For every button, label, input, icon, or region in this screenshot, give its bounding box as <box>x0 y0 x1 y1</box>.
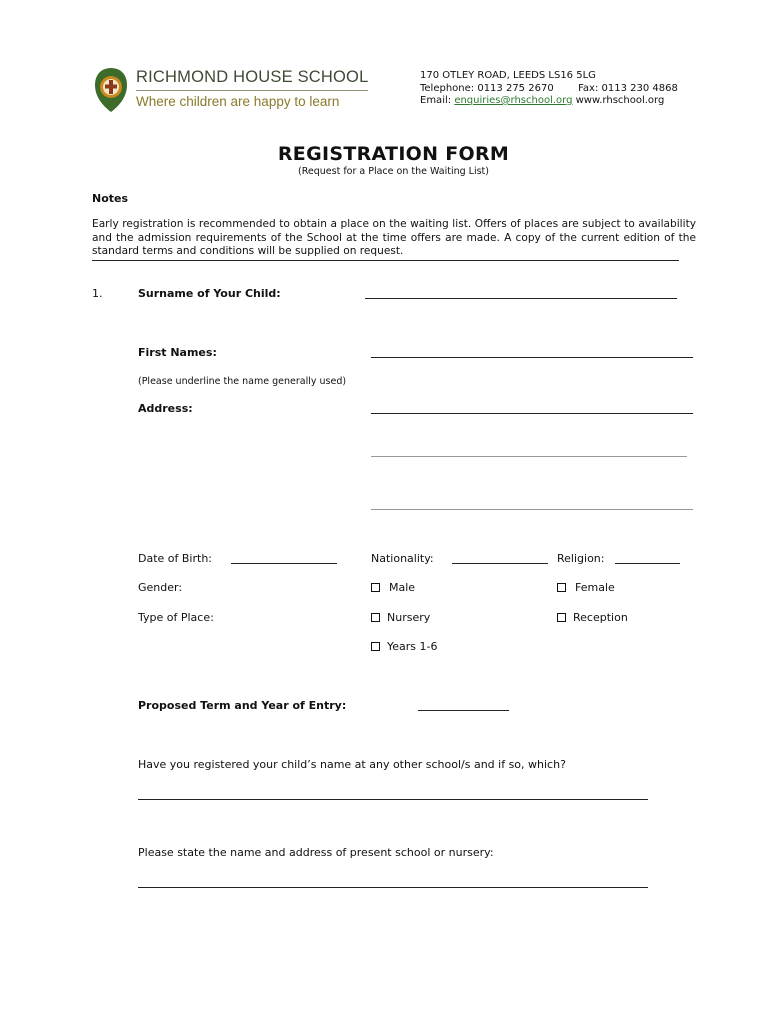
surname-label: Surname of Your Child: <box>138 287 281 300</box>
website: www.rhschool.org <box>575 95 665 106</box>
male-checkbox[interactable] <box>371 583 380 592</box>
web-line <box>420 95 678 108</box>
notes-text: Early registration is recommended to obtain a place on the waiting list. Offers of places are subject to availability and the admission requirements of the School at the time offers are made. A copy of the current edition of the standard terms and conditions will be supplied on request. <box>92 218 696 257</box>
years-checkbox[interactable] <box>371 642 380 651</box>
entry-label: Proposed Term and Year of Entry: <box>138 699 347 712</box>
other-school-field[interactable] <box>138 799 648 800</box>
school-tagline: Where children are happy to learn <box>136 94 340 109</box>
dob-field[interactable] <box>231 563 337 564</box>
shield-cross-icon <box>93 67 129 113</box>
form-title: REGISTRATION FORM <box>277 143 510 165</box>
address-field-3[interactable] <box>371 509 693 510</box>
first-names-label: First Names: <box>138 346 217 359</box>
present-school-question: Please state the name and address of present school or nursery: <box>138 846 494 859</box>
form-subtitle: (Request for a Place on the Waiting List) <box>298 166 489 177</box>
first-names-hint: (Please underline the name generally used) <box>138 376 347 387</box>
female-checkbox[interactable] <box>557 583 566 592</box>
place-years-option[interactable] <box>371 640 437 653</box>
religion-label: Religion: <box>557 552 605 565</box>
telephone: Telephone: 0113 275 2670 <box>420 82 554 94</box>
nursery-checkbox[interactable] <box>371 613 380 622</box>
school-logo <box>93 67 129 113</box>
logo-divider <box>136 90 368 91</box>
gender-female-option[interactable] <box>557 581 615 594</box>
other-school-question: Have you registered your child’s name at any other school/s and if so, which? <box>138 758 566 771</box>
entry-field[interactable] <box>418 710 509 711</box>
male-label: Male <box>389 581 416 594</box>
fax: Fax: 0113 230 4868 <box>578 82 678 94</box>
first-names-field[interactable] <box>371 357 693 358</box>
nursery-label: Nursery <box>387 611 431 624</box>
email-link[interactable]: enquiries@rhschool.org <box>454 95 573 106</box>
section-number: 1. <box>92 287 103 300</box>
place-label: Type of Place: <box>138 611 214 624</box>
gender-male-option[interactable] <box>371 581 415 594</box>
address-field-2[interactable] <box>371 456 687 457</box>
address-field-1[interactable] <box>371 413 693 414</box>
surname-field[interactable] <box>365 298 677 299</box>
reception-checkbox[interactable] <box>557 613 566 622</box>
religion-field[interactable] <box>615 563 680 564</box>
place-reception-option[interactable] <box>557 611 628 624</box>
address-line: 170 OTLEY ROAD, LEEDS LS16 5LG <box>420 70 596 81</box>
email-label: Email: <box>420 95 452 106</box>
notes-heading: Notes <box>92 192 129 205</box>
school-name: RICHMOND HOUSE SCHOOL <box>136 68 369 86</box>
female-label: Female <box>575 581 615 594</box>
dob-label: Date of Birth: <box>138 552 213 565</box>
gender-label: Gender: <box>138 581 183 594</box>
address-label: Address: <box>138 402 193 415</box>
place-nursery-option[interactable] <box>371 611 430 624</box>
nationality-field[interactable] <box>452 563 548 564</box>
reception-label: Reception <box>573 611 628 624</box>
contact-line <box>420 83 678 96</box>
present-school-field[interactable] <box>138 887 648 888</box>
school-address <box>420 70 678 108</box>
nationality-label: Nationality: <box>371 552 434 565</box>
notes-divider <box>92 260 679 261</box>
years-label: Years 1-6 <box>387 640 438 653</box>
